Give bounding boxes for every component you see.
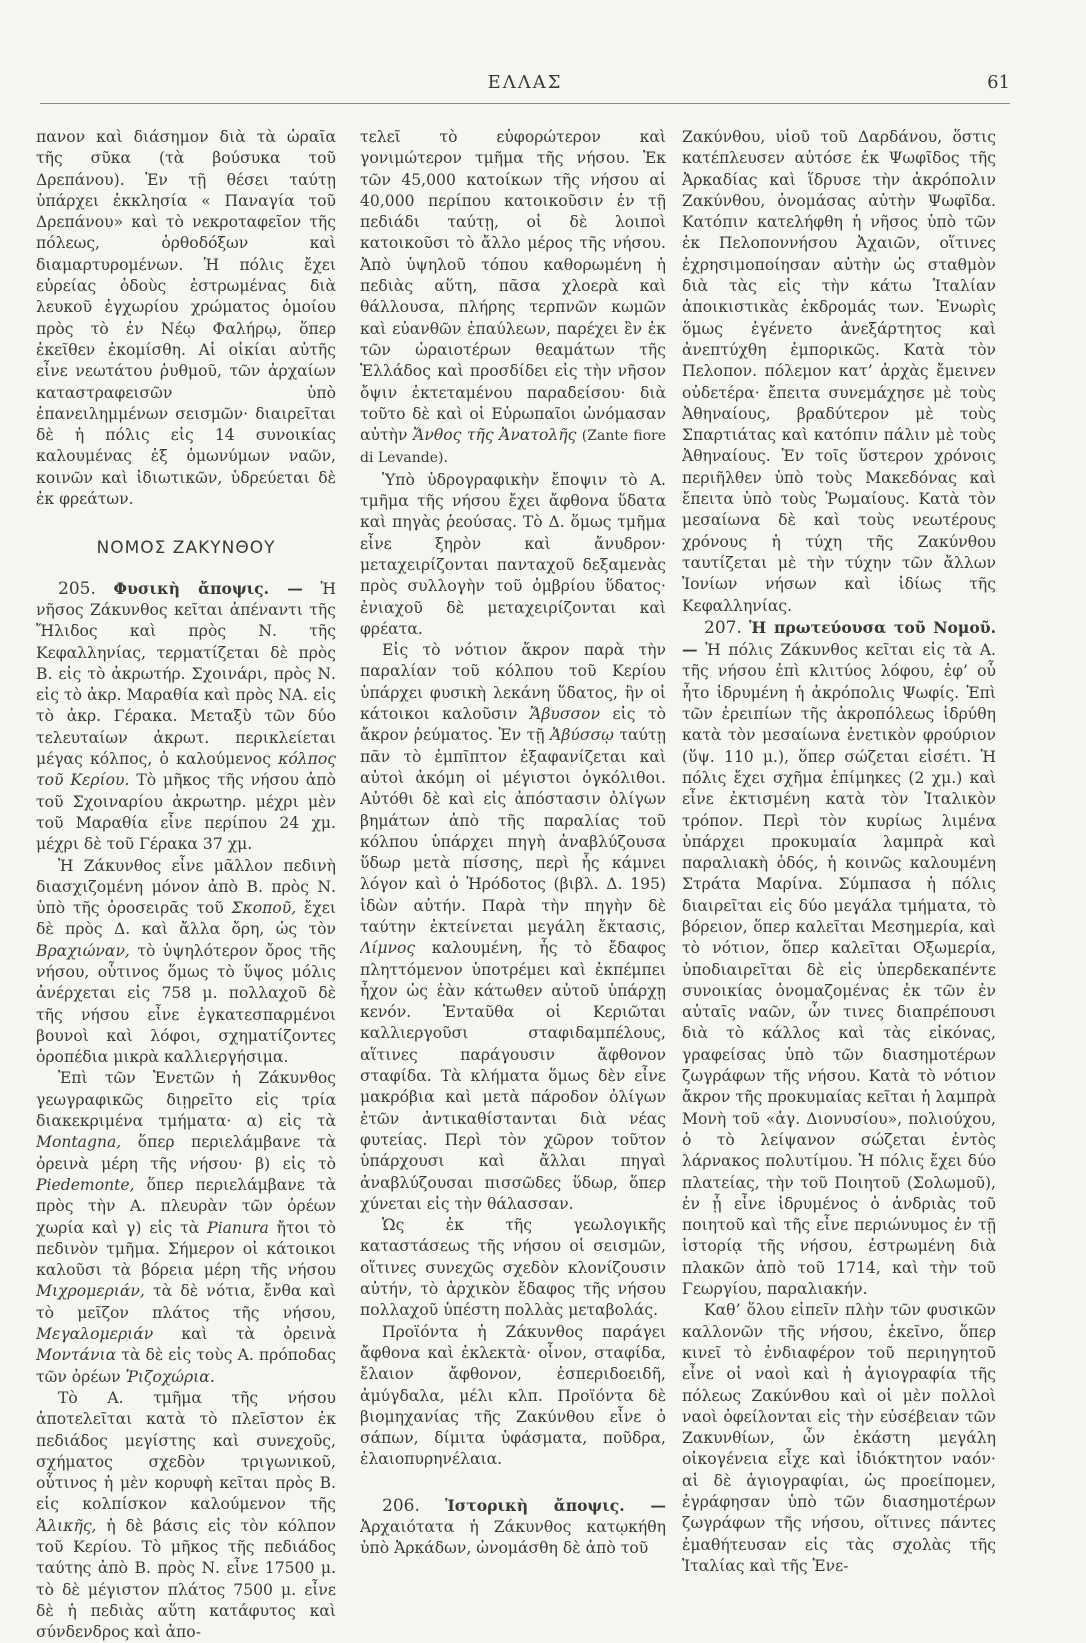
text: ἔχει δὲ πρὸς Δ. καὶ ἄλλα ὄρη, ὡς τὸν (36, 899, 336, 939)
text: τὸ ὑψηλότερον ὄρος τῆς νήσου, οὗτινος ὅμως τὸ ὕψος μόλις ἀνέρχεται εἰς 758 μ. πολλαχοῦ δὲ τῆς νήσου εἶνε ἐγκατεσπαρμένοι βουνοὶ καὶ λόφοι, σχηματίζοντες ὀροπέδια μικρὰ καλλιεργήσιμα. (36, 941, 336, 1067)
column-2 (360, 127, 666, 1560)
text: Ἐπὶ τῶν Ἑνετῶν ἡ Ζάκυνθος γεωγραφικῶς διῃρεῖτο εἰς τρία διακεκριμένα τμήματα· α) εἰς τὰ (36, 1069, 336, 1131)
column-1 (36, 127, 336, 1643)
section-number: 206. (382, 1495, 420, 1516)
italic-term: Μοντάνια (36, 1346, 117, 1365)
italic-term: Μιχρομεριάν, (36, 1282, 145, 1301)
paragraph (36, 1068, 336, 1387)
text: ἡ δὲ βάσις εἰς τὸν κόλπον τοῦ Κερίου. Τὸ μῆκος τῆς πεδιάδος ταύτης ἀπὸ Β. πρὸς Ν. εἶνε 17500 μ. τὸ δὲ μέγιστον πλάτος 7500 μ. εἶνε δὲ ἡ πεδιὰς αὕτη κατάφυτος καὶ σύνδενδρος καὶ ἀπο- (36, 1516, 336, 1642)
text: τὰ δὲ εἰς τοὺς Α. πρόποδας τῶν ὀρέων (36, 1346, 336, 1386)
text: Ἡ πόλις Ζάκυνθος κεῖται εἰς τὰ Α. τῆς νήσου ἐπὶ κλιτύος λόφου, ἐφ’ οὗ ἦτο ἱδρυμένη ἡ ἀκρόπολις Ψωφίς. Ἐπὶ τῶν ἐρειπίων τῆς ἀκροπόλεως ἱδρύθη κατὰ τὸν μεσαίωνα ἑνετικὸν φρούριον (ὕψ. 110 μ.), ὅπερ σώζεται εἰσέτι. Ἡ πόλις ἔχει σχῆμα ἐπίμηκες (2 χμ.) καὶ εἶνε ἐκτισμένη κατὰ τὸν Ἰταλικὸν τρόπον. Περὶ τὸν κυρίως λιμένα ὑπάρχει προκυμαία λαμπρὰ καὶ παραλιακὴ ὁδός, ἡ κοινῶς καλουμένη Στράτα Μαρίνα. Σύμπασα ἡ πόλις διαιρεῖται εἰς δύο μεγάλα τμήματα, τὸ βόρειον, ὅπερ καλεῖται Μεσημερία, καὶ τὸ νότιον, ὅπερ καλεῖται Οξωμερία, ὑποδιαιρεῖται δὲ εἰς ὑπερδεκαπέντε συνοικίας ὀνομαζομένας ἐκ τῶν ἐν αὐταῖς ναῶν, ὧν τινες διαπρέπουσι διὰ τὸ κάλλος καὶ τὰς εἰκόνας, γραφείσας ὑπὸ τῶν διασημοτέρων ζωγράφων τῆς νήσου. Κατὰ τὸ νότιον ἄκρον τῆς προκυμαίας κεῖται ἡ λαμπρὰ Μονὴ τοῦ «ἁγ. Διονυσίου», πολιούχου, ὁ τὸ λείψανον σώζεται ἐντὸς λάρνακος πολυτίμου. Ἡ πόλις ἔχει δύο πλατείας, τὴν τοῦ Ποιητοῦ (Σολωμοῦ), ἐν ᾗ εἶνε ἱδρυμένος ὁ ἀνδριὰς τοῦ ποιητοῦ καὶ τῆς εἶνε περιώνυμος ἐν τῇ ἱστορίᾳ τῆς νήσου, ἐστρωμένη διὰ πλακῶν ἀπὸ τοῦ 1714, καὶ τὴν τοῦ Γεωργίου, παραλιακήν. (682, 641, 996, 1299)
italic-term: Βραχιώναν, (36, 941, 130, 960)
text: τὰ δὲ νότια, ἔνθα καὶ τὸ μεῖζον πλάτος τῆς νήσου, (36, 1282, 336, 1322)
page-number: 61 (987, 72, 1010, 93)
text: ταύτῃ πᾶν τὸ ἐμπῖπτον ἐξαφανίζεται καὶ αὐτοὶ ἀκόμη οἱ μέγιστοι ὀγκόλιθοι. Αὐτόθι δὲ καὶ εἰς ἀπόστασιν ὀλίγων βημάτων ἀπὸ τῆς παραλίας τοῦ κόλπου ὑπάρχει πηγὴ ἀναβλύζουσα ὕδωρ μετὰ πίσσης, περὶ ἧς κάμνει λόγον καὶ ὁ Ἡρόδοτος (βιβλ. Δ. 195) ἰδὼν αὐτήν. Παρὰ τὴν πηγὴν δὲ ταύτην ἐκτείνεται μεγάλη ἔκτασις, (360, 726, 666, 936)
text: Ἡ Ζάκυνθος εἶνε μᾶλλον πεδινὴ διασχιζομένη μόνον ἀπὸ Β. πρὸς Ν. ὑπὸ τῆς ὀροσειρᾶς τοῦ (36, 856, 336, 918)
italic-term: Μεγαλομεριάν (36, 1325, 154, 1344)
section-heading: Ἡ πρωτεύουσα τοῦ Νομοῦ. — (682, 617, 996, 660)
column-3 (682, 127, 996, 1577)
page-header (40, 72, 1010, 98)
text: Τὸ μῆκος τῆς νήσου ἀπὸ τοῦ Σχοιναρίου ἀκρωτηρ. μέχρι μὲν τοῦ Μαραθία εἶνε περίπου 24 χμ. μέχρι δὲ τοῦ Γέρακα 37 χμ. (36, 771, 336, 854)
section-heading: Ἱστορικὴ ἄποψις. — (445, 1495, 666, 1515)
italic-term: Montagna, (36, 1133, 122, 1152)
text: τελεῖ τὸ εὐφορώτερον καὶ γονιμώτερον τμῆμα τῆς νήσου. Ἐκ τῶν 45,000 κατοίκων τῆς νήσου αἱ 40,000 περίπου κατοικοῦσιν ἐν τῇ πεδιάδι ταύτῃ, οἱ δὲ λοιποὶ κατοικοῦσι τὸ ἄλλο μέρος τῆς νήσου. Ἀπὸ ὑψηλοῦ τόπου καθορωμένη ἡ πεδιὰς αὕτη, πᾶσα χλοερὰ καὶ θάλλουσα, πλήρης τερπνῶν κωμῶν καὶ εὐανθῶν ἐπαύλεων, παρέχει ἓν ἐκ τῶν ὡραιοτέρων θεαμάτων τῆς Ἑλλάδος καὶ προσδίδει εἰς τὴν νῆσον ὄψιν ἐκτεταμένου παραδείσου· διὰ τοῦτο δὲ καὶ οἱ Εὐρωπαῖοι ὠνόμασαν αὐτὴν (360, 128, 666, 445)
paragraph: Ὡς ἐκ τῆς γεωλογικῆς καταστάσεως τῆς νήσου οἱ σεισμῶν, οἵτινες συνεχῶς σχεδὸν κλονίζουσιν αὐτήν, τὸ ἀρχικὸν ἔδαφος τῆς νήσου πολλαχοῦ ὑπέστη πολλὰς μεταβολάς. (360, 1216, 666, 1320)
section-number: 207. (704, 617, 742, 638)
paragraph (36, 1388, 336, 1643)
text: Ἀρχαιότατα ἡ Ζάκυνθος κατῳκήθη ὑπὸ Ἀρκάδων, ὠνομάσθη δὲ ἀπὸ τοῦ (360, 1518, 666, 1558)
text: Εἰς τὸ νότιον ἄκρον παρὰ τὴν παραλίαν τοῦ κόλπου τοῦ Κερίου ὑπάρχει φυσικὴ λεκάνη ὕδατος, ἣν οἱ κάτοικοι καλοῦσιν (360, 641, 666, 724)
italic-term: Ἀβύσσῳ (550, 726, 614, 745)
paragraph: Προϊόντα ἡ Ζάκυνθος παράγει ἄφθονα καὶ ἐκλεκτὰ· οἶνον, σταφίδα, ἔλαιον ἄφθονον, ἑσπεριδοειδῆ, ἀμύγδαλα, μέλι κλπ. Προϊόντα δὲ βιομηχανίας τῆς Ζακύνθου εἶνε ὁ σάπων, δίμιτα ὑφάσματα, ποῦδρα, ἐλαιοπυρηνέλαια. (360, 1322, 666, 1469)
italic-term: κόλπος τοῦ Κερίου. (36, 750, 336, 790)
text: καλουμένη, ἧς τὸ ἔδαφος πληττόμενον ὑποτρέμει καὶ ἐκπέμπει ἦχον ὡς ἐὰν κάτωθεν αὐτοῦ ὑπάρχῃ κενόν. Ἐνταῦθα οἱ Κεριῶται καλλιεργοῦσι σταφιδαμπέλους, αἵτινες παράγουσιν ἄφθονον σταφίδα. Τὰ κλήματα ὅμως δὲν εἶνε μακρόβια καὶ μετὰ πάροδον ὀλίγων ἐτῶν ἀντικαθίστανται διὰ νέας φυτείας. Περὶ τὸν χῶρον τοῦτον ὑπάρχουσι καὶ ἄλλαι πηγαὶ ἀναβλύζουσαι πισσῶδες ὕδωρ, ὅπερ χύνεται εἰς τὴν θάλασσαν. (360, 939, 666, 1213)
section-207 (682, 617, 996, 1301)
italic-term: Pianura (207, 1218, 269, 1237)
italic-term: Ἄβυσσον (529, 705, 601, 724)
text: ὅπερ περιελάμβανε τὰ πρὸς τὴν Α. πλευρὰν τῶν ὀρέων χωρία καὶ γ) εἰς τὰ (36, 1175, 336, 1237)
paragraph: Ζακύνθου, υἱοῦ τοῦ Δαρδάνου, ὅστις κατέπλευσεν αὐτόσε ἐκ Ψωφῖδος τῆς Ἀρκαδίας καὶ ἵδρυσε τὴν ἀκρόπολιν Ζακύνθου, ὀνομάσας αὐτὴν Ψωφῖδα. Κατόπιν κατελήφθη ἡ νῆσος ὑπὸ τῶν ἐκ Πελοποννήσου Ἀχαιῶν, οἵτινες ἐχρησιμοποίησαν αὐτὴν ὡς σταθμὸν διὰ τὰς εἰς τὴν κάτω Ἰταλίαν ἀποικιστικὰς ἐκδρομάς των. Ἐνωρὶς ὅμως ἐγένετο ἀνεξάρτητος καὶ ἀνεπτύχθη ἐμπορικῶς. Κατὰ τὸν Πελοπον. πόλεμον κατ’ ἀρχὰς ἔμεινεν οὐδετέρα· ἔπειτα συνεμάχησε μὲ τοὺς Ἀθηναίους, βραδύτερον μὲ τοὺς Σπαρτιάτας καὶ κατόπιν πάλιν μὲ τοὺς Ἀθηναίους. Ἐν τοῖς ὕστερον χρόνοις περιῆλθεν ὑπὸ τοὺς Μακεδόνας καὶ ἔπειτα ὑπὸ τοὺς Ῥωμαίους. Κατὰ τὸν μεσαίωνα δὲ καὶ τοὺς νεωτέρους χρόνους ἡ τύχη τῆς Ζακύνθου ταυτίζεται μὲ τὴν τύχην τῶν ἄλλων Ἰονίων νήσων καὶ ἰδίως τῆς Κεφαλληνίας. (682, 128, 996, 615)
section-205 (36, 578, 336, 856)
italic-term: Σκοποῦ, (231, 899, 297, 918)
text: καὶ τὰ ὀρεινὰ (181, 1325, 336, 1344)
running-head: ΕΛΛΑΣ (487, 72, 563, 93)
italic-term: Ἄνθος τῆς Ἀνατολῆς (412, 426, 577, 445)
section-206 (360, 1495, 666, 1560)
paragraph: Καθ’ ὅλου εἰπεῖν πλὴν τῶν φυσικῶν καλλονῶν τῆς νήσου, ἐκεῖνο, ὅπερ κινεῖ τὸ ἐνδιαφέρον τοῦ περιηγητοῦ εἶνε οἱ ναοὶ καὶ ἡ ἁγιογραφία τῆς πόλεως Ζακύνθου καὶ οἱ μὲν πολλοὶ ναοὶ ὀφείλονται εἰς τὴν εὐσέβειαν τῶν Ζακυνθίων, ὧν ἑκάστη μεγάλη οἰκογένεια εἶχε καὶ ἰδιόκτητον ναόν· αἱ δὲ ἁγιογραφίαι, ὡς προείπομεν, ἐγράφησαν ὑπὸ τῶν διασημοτέρων ζωγράφων τῆς νήσου, οἵτινες πάντες ἐμαθήτευσαν εἰς τὰς σχολὰς τῆς Ἰταλίας καὶ τῆς Ἑνε- (682, 1301, 996, 1575)
paragraph: Ὑπὸ ὑδρογραφικὴν ἔποψιν τὸ Α. τμῆμα τῆς νήσου ἔχει ἄφθονα ὕδατα καὶ πηγὰς ῥεούσας. Τὸ Δ. ὅμως τμῆμα εἶνε ξηρὸν καὶ ἄνυδρον· μεταχειρίζονται πανταχοῦ δεξαμενὰς πρὸς συλλογὴν τοῦ ὀμβρίου ὕδατος· ἐνιαχοῦ δὲ μεταχειρίζονται καὶ φρέατα. (360, 470, 666, 638)
text: Τὸ Α. τμῆμα τῆς νήσου ἀποτελεῖται κατὰ τὸ πλεῖστον ἐκ πεδιάδος μεγίστης καὶ συνεχοῦς, σχήματος σχεδὸν τριγωνικοῦ, οὗτινος ἡ μὲν κορυφὴ κεῖται πρὸς Β. εἰς κολπίσκον καλούμενον τῆς (36, 1388, 336, 1514)
text: Ἡ νῆσος Ζάκυνθος κεῖται ἀπέναντι τῆς Ἤλιδος καὶ πρὸς Ν. τῆς Κεφαλληνίας, τερματίζεται δὲ πρὸς Β. εἰς τὸ ἀκρωτήρ. Σχοινάρι, πρὸς Ν. εἰς τὸ ἀκρ. Μαραθία καὶ πρὸς ΝΑ. εἰς τὸ ἀκρ. Γέρακα. Μεταξὺ τῶν δύο τελευταίων ἀκρωτ. περικλείεται μέγας κόλπος, ὁ καλούμενος (36, 579, 336, 769)
text: εἰς τὸ ἄκρον ῥεύματος. Ἐν τῇ (360, 705, 666, 745)
section-number: 205. (58, 578, 96, 599)
italic-term: Piedemonte, (36, 1175, 135, 1194)
italic-term: Ἀλικῆς, (36, 1516, 97, 1535)
paragraph (360, 640, 666, 1215)
header-rule (40, 103, 1010, 104)
paragraph (360, 127, 666, 470)
text: (Zante fiore di Levande). (360, 428, 666, 467)
italic-term: Ῥιζοχώρια. (125, 1367, 215, 1386)
text: ὅπερ περιελάμβανε τὰ ὀρεινὰ μέρη τῆς νήσου· β) εἰς τὸ (36, 1133, 336, 1173)
paragraph: πανον καὶ διάσημον διὰ τὰ ὡραῖα τῆς σῦκα (τὰ βούσυκα τοῦ Δρεπάνου). Ἐν τῇ θέσει ταύτῃ ὑπάρχει ἐκκλησία « Παναγία τοῦ Δρεπάνου» καὶ τὸ νεκροταφεῖον τῆς πόλεως, ὀρθοδόξων καὶ διαμαρτυρομένων. Ἡ πόλις ἔχει εὐρείας ὁδοὺς ἐστρωμένας διὰ λευκοῦ ἐγχωρίου χρώματος ὁμοίου πρὸς τὸ ἐν Νέῳ Φαλήρῳ, ὅπερ ἐκεῖθεν ἐκομίσθη. Αἱ οἰκίαι αὐτῆς εἶνε νεωτάτου ῥυθμοῦ, τῶν ἀρχαίων καταστραφεισῶν ὑπὸ ἐπανειλημμένων σεισμῶν· διαιρεῖται δὲ ἡ πόλις εἰς 14 συνοικίας καλουμένας ἐξ ὁμωνύμων ναῶν, κοινῶν καὶ ἰδιωτικῶν, ὑδρεύεται δὲ ἐκ φρεάτων. (36, 128, 336, 509)
section-heading: Φυσικὴ ἄποψις. — (113, 578, 303, 598)
italic-term: Λίμνος (360, 939, 416, 958)
paragraph (36, 856, 336, 1069)
text: ἤτοι τὸ πεδινὸν τμῆμα. Σήμερον οἱ κάτοικοι καλοῦσι τὰ βόρεια μέρη τῆς νήσου (36, 1218, 336, 1280)
section-title: ΝΟΜΟΣ ΖΑΚΥΝΘΟΥ (96, 538, 276, 559)
